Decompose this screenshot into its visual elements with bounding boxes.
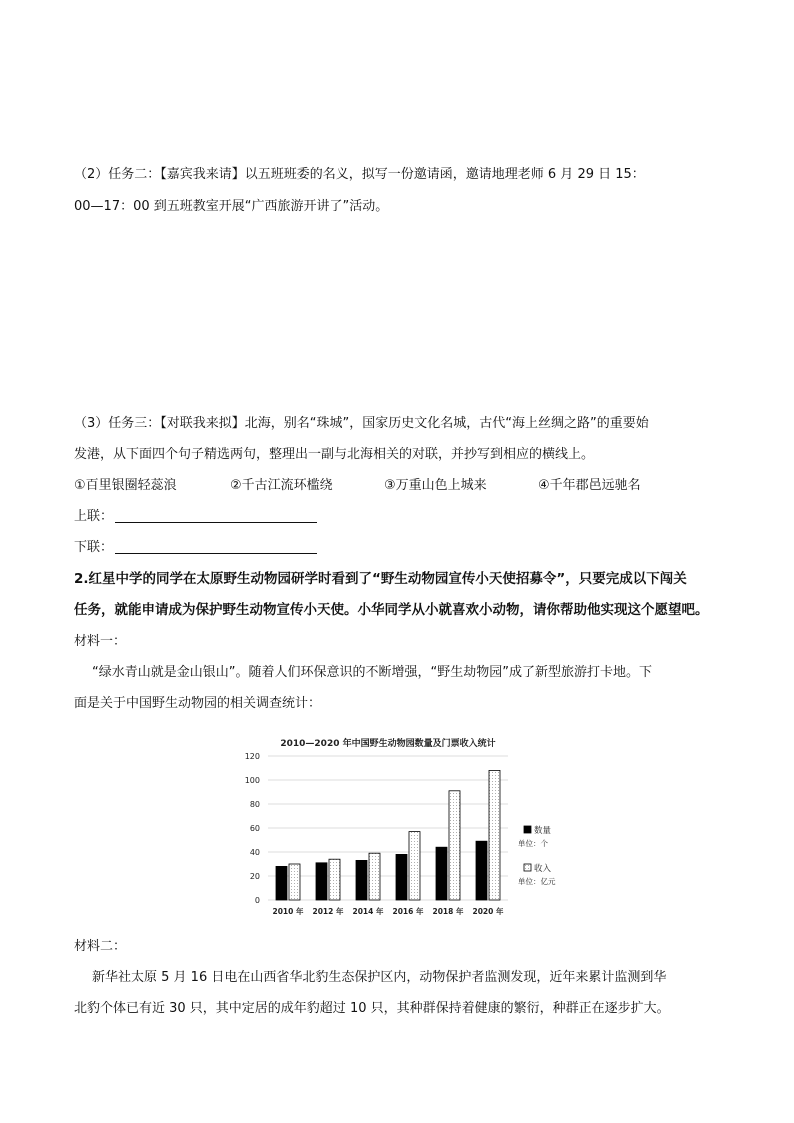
bar-count [476, 841, 487, 900]
upper-couplet-label: 上联： [74, 509, 114, 524]
y-tick-label: 80 [249, 800, 260, 809]
material2-title: 材料二： [74, 939, 127, 954]
bar-count [436, 847, 447, 900]
question2-line1: 2.红星中学的同学在太原野生动物园研学时看到了“野生动物园宣传小天使招募令”，只要完成以下闯关 [74, 571, 687, 587]
legend-label-revenue: 收入 [534, 864, 552, 874]
task3-line2: 发港，从下面四个句子精选两句，整理出一副与北海相关的对联，并抄写到相应的横线上。 [74, 447, 595, 462]
material1-text1: “绿水青山就是金山银山”。随着人们环保意识的不断增强，“野生劫物园”成了新型旅游打卡地。下 [92, 665, 652, 680]
couplet-option-4: ④千年郡邑远驰名 [538, 478, 641, 493]
x-tick-label: 2020 年 [472, 907, 504, 916]
lower-couplet-label: 下联： [74, 540, 114, 555]
legend-unit-count: 单位：个 [518, 839, 548, 848]
legend-swatch-revenue [524, 864, 531, 871]
couplet-option-1: ①百里银圈轻蕊浪 [74, 478, 177, 493]
material2-text1: 新华社太原 5 月 16 日电在山西省华北豹生态保护区内，动物保护者监测发现，近年来累计监测到华 [92, 970, 667, 985]
wildlife-park-chart [236, 726, 566, 924]
question2-line2: 任务，就能申请成为保护野生动物宣传小天使。小华同学从小就喜欢小动物，请你帮助他实现这个愿望吧。 [74, 602, 709, 618]
x-tick-label: 2014 年 [352, 907, 384, 916]
y-tick-label: 0 [254, 896, 260, 905]
material1-title: 材料一： [74, 634, 127, 649]
task2-line2: 00—17：00 到五班教室开展“广西旅游开讲了”活动。 [74, 199, 389, 214]
bar-revenue [489, 770, 500, 900]
legend-unit-revenue: 单位：亿元 [518, 877, 556, 886]
lower-couplet-row [74, 538, 317, 558]
upper-couplet-row [74, 507, 317, 527]
task3-line1: （3）任务三：【对联我来拟】北海，别名“珠城”，国家历史文化名城，古代“海上丝绸之路”的重要始 [74, 416, 649, 431]
x-tick-label: 2012 年 [312, 907, 344, 916]
upper-couplet-blank[interactable] [115, 508, 317, 523]
bar-revenue [289, 864, 300, 900]
lower-couplet-blank[interactable] [115, 539, 317, 554]
legend-label-count: 数量 [534, 826, 552, 836]
bar-count [276, 866, 287, 900]
bar-revenue [329, 859, 340, 900]
bar-revenue [369, 853, 380, 900]
x-tick-label: 2018 年 [432, 907, 464, 916]
bar-revenue [409, 832, 420, 900]
y-tick-label: 100 [244, 776, 260, 785]
couplet-option-2: ②千古江流环槛绕 [230, 478, 333, 493]
chart-title: 2010—2020 年中国野生动物园数量及门票收入统计 [280, 739, 496, 749]
y-tick-label: 60 [249, 824, 260, 833]
bar-count [316, 863, 327, 900]
bar-count [396, 854, 407, 900]
couplet-option-3: ③万重山色上城来 [384, 478, 487, 493]
material2-text2: 北豹个体已有近 30 只，其中定居的成年豹超过 10 只，其种群保持着健康的繁衍，种群正在逐步扩大。 [74, 1001, 670, 1016]
x-tick-label: 2016 年 [392, 907, 424, 916]
task2-line1: （2）任务二：【嘉宾我来请】以五班班委的名义，拟写一份邀请函，邀请地理老师 6 月 29 日 15： [74, 167, 645, 182]
y-tick-label: 20 [249, 872, 260, 881]
material1-text2: 面是关于中国野生动物园的相关调查统计： [74, 696, 322, 711]
legend-swatch-count [524, 826, 531, 833]
y-tick-label: 120 [244, 752, 260, 761]
x-tick-label: 2010 年 [272, 907, 304, 916]
y-tick-label: 40 [249, 848, 260, 857]
bar-revenue [449, 791, 460, 900]
bar-count [356, 860, 367, 900]
